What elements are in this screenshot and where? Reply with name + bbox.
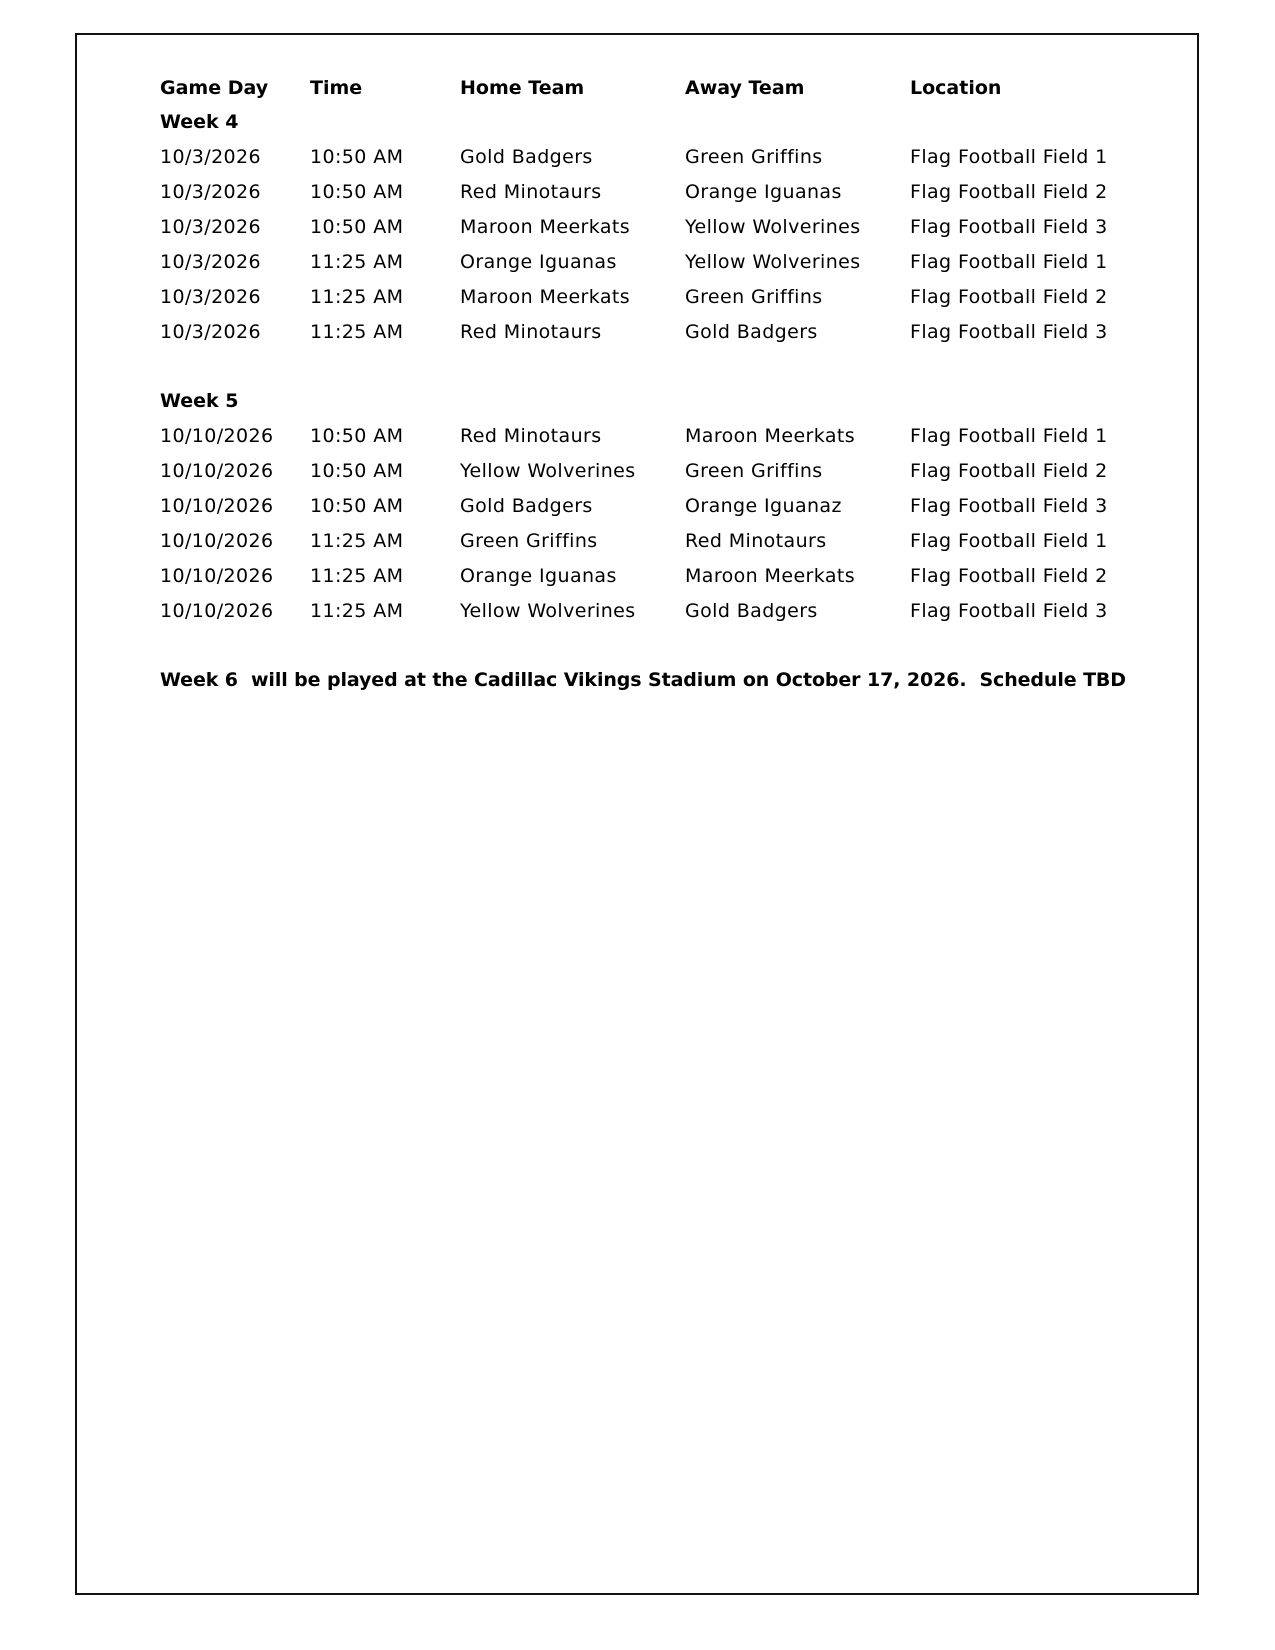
game-location: Flag Football Field 1	[910, 424, 1108, 447]
away-team: Maroon Meerkats	[685, 424, 856, 447]
column-header-row	[160, 70, 1120, 105]
game-location: Flag Football Field 1	[910, 145, 1108, 168]
game-date: 10/10/2026	[160, 459, 274, 482]
away-team: Green Griffins	[685, 145, 823, 168]
game-location: Flag Football Field 2	[910, 285, 1108, 308]
game-time: 11:25 AM	[310, 599, 404, 622]
game-date: 10/10/2026	[160, 564, 274, 587]
home-team: Red Minotaurs	[460, 180, 602, 203]
game-time: 11:25 AM	[310, 285, 404, 308]
week-label: Week 4	[160, 111, 239, 133]
game-location: Flag Football Field 2	[910, 564, 1108, 587]
game-date: 10/3/2026	[160, 180, 262, 203]
game-location: Flag Football Field 3	[910, 494, 1108, 517]
game-schedule	[160, 70, 1126, 697]
game-row	[160, 209, 1120, 244]
home-team: Gold Badgers	[460, 145, 593, 168]
home-team: Maroon Meerkats	[460, 215, 631, 238]
away-team: Yellow Wolverines	[685, 250, 861, 273]
home-team: Red Minotaurs	[460, 320, 602, 343]
game-time: 10:50 AM	[310, 494, 404, 517]
game-row	[160, 523, 1120, 558]
game-date: 10/3/2026	[160, 215, 262, 238]
game-location: Flag Football Field 3	[910, 599, 1108, 622]
game-location: Flag Football Field 3	[910, 320, 1108, 343]
week-label: Week 5	[160, 390, 239, 412]
section-spacer	[160, 349, 1120, 384]
game-time: 11:25 AM	[310, 564, 404, 587]
home-team: Yellow Wolverines	[460, 459, 636, 482]
game-row	[160, 558, 1120, 593]
away-team: Yellow Wolverines	[685, 215, 861, 238]
game-time: 10:50 AM	[310, 424, 404, 447]
game-location: Flag Football Field 1	[910, 529, 1108, 552]
game-time: 10:50 AM	[310, 459, 404, 482]
game-date: 10/10/2026	[160, 494, 274, 517]
week-6-note: Week 6 will be played at the Cadillac Vikings Stadium on October 17, 2026. Schedule TBD	[160, 669, 1126, 691]
home-team: Orange Iguanas	[460, 564, 617, 587]
header-location: Location	[910, 76, 1002, 99]
game-date: 10/10/2026	[160, 599, 274, 622]
game-date: 10/10/2026	[160, 424, 274, 447]
game-time: 10:50 AM	[310, 215, 404, 238]
away-team: Orange Iguanas	[685, 180, 842, 203]
game-row	[160, 418, 1120, 453]
game-date: 10/10/2026	[160, 529, 274, 552]
away-team: Green Griffins	[685, 285, 823, 308]
game-row	[160, 279, 1120, 314]
home-team: Orange Iguanas	[460, 250, 617, 273]
game-time: 11:25 AM	[310, 320, 404, 343]
game-time: 11:25 AM	[310, 250, 404, 273]
game-date: 10/3/2026	[160, 145, 262, 168]
game-row	[160, 244, 1120, 279]
away-team: Gold Badgers	[685, 599, 818, 622]
home-team: Yellow Wolverines	[460, 599, 636, 622]
game-row	[160, 174, 1120, 209]
game-time: 10:50 AM	[310, 180, 404, 203]
game-row	[160, 453, 1120, 488]
game-date: 10/3/2026	[160, 250, 262, 273]
header-away-team: Away Team	[685, 76, 805, 99]
game-date: 10/3/2026	[160, 320, 262, 343]
game-date: 10/3/2026	[160, 285, 262, 308]
game-location: Flag Football Field 2	[910, 180, 1108, 203]
header-time: Time	[310, 76, 363, 99]
home-team: Red Minotaurs	[460, 424, 602, 447]
game-row	[160, 488, 1120, 523]
game-time: 11:25 AM	[310, 529, 404, 552]
away-team: Gold Badgers	[685, 320, 818, 343]
header-home-team: Home Team	[460, 76, 585, 99]
home-team: Gold Badgers	[460, 494, 593, 517]
away-team: Green Griffins	[685, 459, 823, 482]
away-team: Red Minotaurs	[685, 529, 827, 552]
home-team: Green Griffins	[460, 529, 598, 552]
away-team: Orange Iguanaz	[685, 494, 842, 517]
away-team: Maroon Meerkats	[685, 564, 856, 587]
game-row	[160, 139, 1120, 174]
game-row	[160, 314, 1120, 349]
game-location: Flag Football Field 2	[910, 459, 1108, 482]
game-location: Flag Football Field 3	[910, 215, 1108, 238]
game-location: Flag Football Field 1	[910, 250, 1108, 273]
game-row	[160, 593, 1120, 628]
game-time: 10:50 AM	[310, 145, 404, 168]
header-game-day: Game Day	[160, 76, 269, 99]
home-team: Maroon Meerkats	[460, 285, 631, 308]
